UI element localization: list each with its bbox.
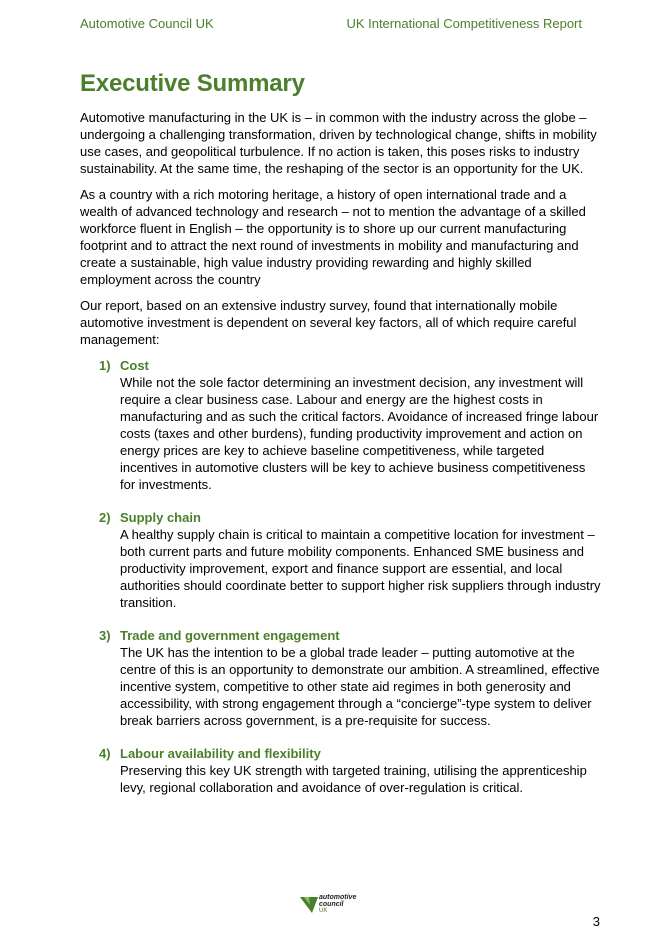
paragraph-1: Automotive manufacturing in the UK is – in common with the industry across the globe – undergoing a challenging transformation, driven by technological change, shifts in mobility use cases, and geopolitical turbulence. If no action is taken, this poses risks to industry sustainability. At the same time, the reshaping of the sector is an opportunity for the UK. (80, 110, 597, 176)
list-item-number: 4) (99, 746, 111, 761)
list-item-title: Supply chain (120, 510, 201, 525)
logo-uk: UK (319, 908, 328, 914)
page-header (80, 16, 582, 34)
list-item-text: The UK has the intention to be a global trade leader – putting automotive at the centre of this is an opportunity to demonstrate our ambition. A streamlined, effective incentive system, competitive to other state aid regimes in both generosity and accessibility, with strong engagement through a “concierge”-type system to deliver break barriers across government, is a pre-requisite for success. (120, 645, 600, 728)
list-item-text: Preserving this key UK strength with targeted training, utilising the apprenticeship levy, regional collaboration and avoidance of over-regulation is critical. (120, 763, 587, 795)
list-item-text: A healthy supply chain is critical to maintain a competitive location for investment – both current parts and future mobility components. Enhanced SME business and productivity improvement, export and finance support are essential, and local authorities should coordinate better to support higher risk suppliers through industry transition. (120, 527, 601, 610)
list-item-supply-chain (80, 509, 602, 611)
list-item-text: While not the sole factor determining an investment decision, any investment will require a clear business case. Labour and energy are the highest costs in manufacturing and as such the critical factors. Avoidance of increased fringe labour costs (taxes and other burdens), funding productivity improvement and action on energy prices are key to achieve baseline competitiveness, while targeted incentives in automotive clusters will be key to achieve business competitiveness for investments. (120, 375, 599, 492)
list-item-title: Labour availability and flexibility (120, 746, 321, 761)
list-item-number: 2) (99, 510, 111, 525)
paragraph-3: Our report, based on an extensive industry survey, found that internationally mobile automotive investment is dependent on several key factors, all of which require careful management: (80, 298, 577, 347)
logo-line-2: council (319, 901, 344, 908)
list-item-number: 3) (99, 628, 111, 643)
list-item-cost (80, 357, 602, 493)
list-item-title: Cost (120, 358, 149, 373)
logo-arrow-icon (300, 895, 320, 915)
list-item-number: 1) (99, 358, 111, 373)
main-content (80, 109, 602, 812)
key-factors-list (80, 357, 602, 796)
list-item-trade (80, 627, 602, 729)
page-title: Executive Summary (80, 70, 305, 97)
header-org-name: Automotive Council UK (80, 16, 214, 31)
list-item-labour (80, 745, 602, 796)
logo-wordmark (319, 894, 356, 908)
list-item-title: Trade and government engagement (120, 628, 340, 643)
page-number: 3 (592, 914, 600, 929)
header-report-title: UK International Competitiveness Report (346, 16, 582, 31)
logo-line-1: automotive (319, 894, 357, 901)
automotive-council-logo (300, 893, 366, 917)
paragraph-2: As a country with a rich motoring heritage, a history of open international trade and a wealth of advanced technology and research – not to mention the advantage of a skilled workforce fluent in English – the opportunity is to shore up our current manufacturing footprint and to attract the next round of investments in mobility and manufacturing and create a sustainable, high value industry providing rewarding and highly skilled employment across the country (80, 187, 586, 287)
